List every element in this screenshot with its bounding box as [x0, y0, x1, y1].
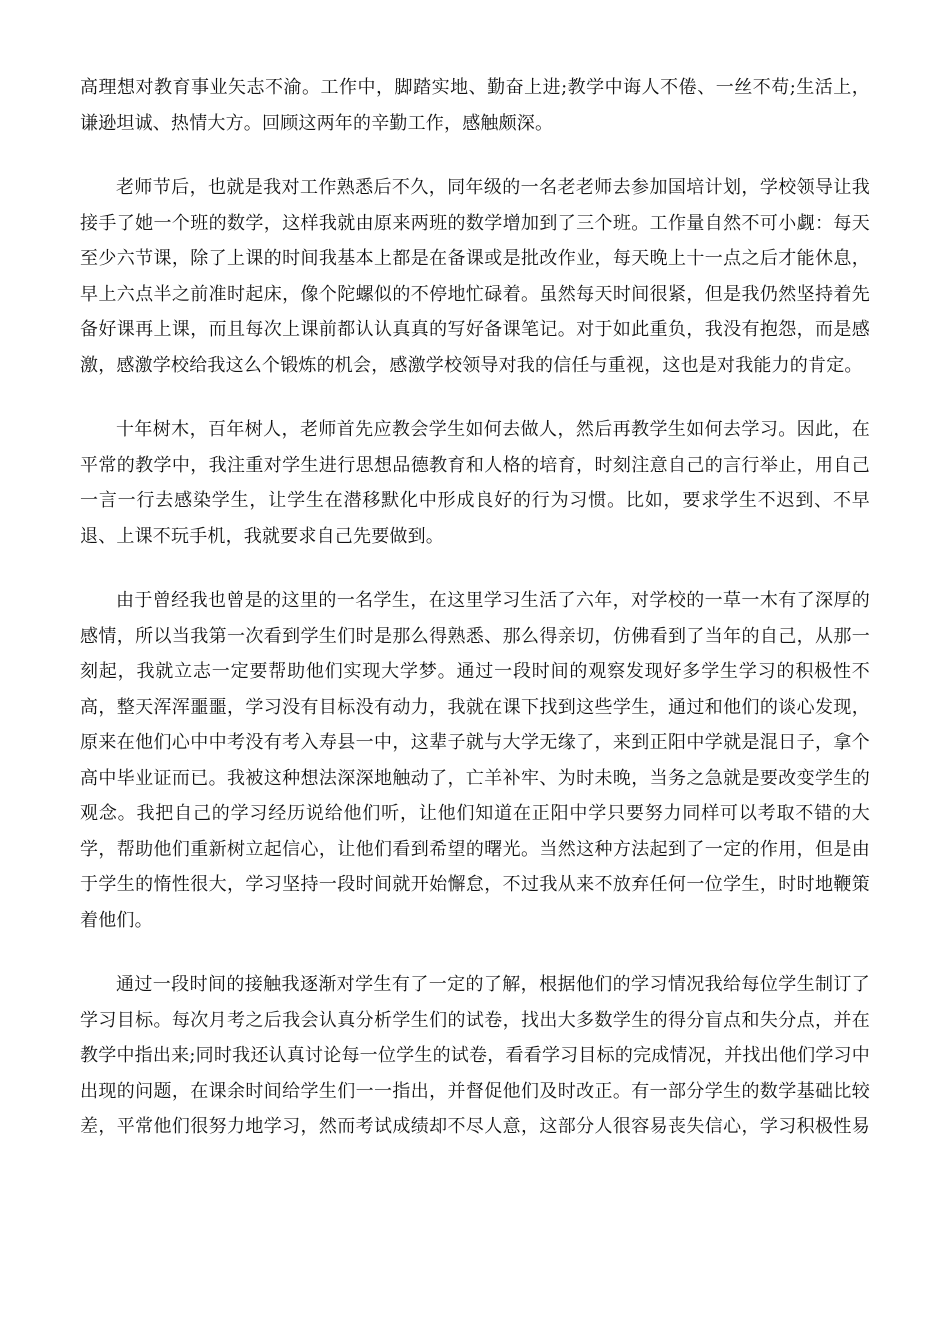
text-line: 感情，所以当我第一次看到学生们时是那么得熟悉、那么得亲切，仿佛看到了当年的自己，从那一: [80, 625, 870, 647]
text-line: 十年树木，百年树人，老师首先应教会学生如何去做人，然后再教学生如何去学习。因此，在: [116, 419, 870, 440]
text-line: 教学中指出来;同时我还认真讨论每一位学生的试卷，看看学习目标的完成情况，并找出他们学习中: [80, 1045, 870, 1066]
text-line: 刻起，我就立志一定要帮助他们实现大学梦。通过一段时间的观察发现好多学生学习的积极性不: [80, 661, 870, 682]
text-line: 接手了她一个班的数学，这样我就由原来两班的数学增加到了三个班。工作量自然不可小觑：每天: [80, 212, 870, 234]
paragraph-5: [80, 967, 870, 1145]
text-line: 激，感激学校给我这么个锻炼的机会，感激学校领导对我的信任与重视，这也是对我能力的肯定。: [80, 354, 863, 376]
text-line: 一言一行去感染学生，让学生在潜移默化中形成良好的行为习惯。比如，要求学生不迟到、不早: [80, 490, 870, 511]
text-line: 差，平常他们很努力地学习，然而考试成绩却不尽人意，这部分人很容易丧失信心，学习积极性易: [80, 1116, 870, 1137]
text-line: 高理想对教育事业矢志不渝。工作中，脚踏实地、勤奋上进;教学中诲人不倦、一丝不苟;生活上，: [80, 77, 870, 98]
paragraph-4: [80, 583, 870, 938]
text-line: 着他们。: [80, 909, 153, 931]
text-line: 观念。我把自己的学习经历说给他们听，让他们知道在正阳中学只要努力同样可以考取不错的大: [80, 803, 870, 824]
text-line: 平常的教学中，我注重对学生进行思想品德教育和人格的培育，时刻注意自己的言行举止，用自己: [80, 454, 870, 476]
text-line: 退、上课不玩手机，我就要求自己先要做到。: [80, 525, 444, 547]
text-line: 于学生的惰性很大，学习坚持一段时间就开始懈怠，不过我从来不放弃任何一位学生，时时地鞭策: [80, 874, 870, 895]
document-page: [80, 70, 870, 1174]
text-line: 高，整天浑浑噩噩，学习没有目标没有动力，我就在课下找到这些学生，通过和他们的谈心发现，: [80, 696, 870, 718]
text-line: 学习目标。每次月考之后我会认真分析学生们的试卷，找出大多数学生的得分盲点和失分点，并在: [80, 1009, 870, 1031]
text-line: 学，帮助他们重新树立起信心，让他们看到希望的曙光。当然这种方法起到了一定的作用，但是由: [80, 838, 870, 860]
text-line: 早上六点半之前准时起床，像个陀螺似的不停地忙碌着。虽然每天时间很紧，但是我仍然坚持着先: [80, 283, 870, 305]
text-line: 备好课再上课，而且每次上课前都认认真真的写好备课笔记。对于如此重负，我没有抱怨，而是感: [80, 319, 870, 340]
paragraph-3: [80, 412, 870, 554]
text-line: 通过一段时间的接触我逐渐对学生有了一定的了解，根据他们的学习情况我给每位学生制订了: [116, 974, 870, 995]
text-line: 高中毕业证而已。我被这种想法深深地触动了，亡羊补牢、为时未晚，当务之急就是要改变学生的: [80, 767, 870, 789]
text-line: 老师节后，也就是我对工作熟悉后不久，同年级的一名老老师去参加国培计划，学校领导让我: [116, 177, 870, 198]
text-line: 出现的问题，在课余时间给学生们一一指出，并督促他们及时改正。有一部分学生的数学基础比较: [80, 1080, 870, 1102]
text-line: 原来在他们心中中考没有考入寿县一中，这辈子就与大学无缘了，来到正阳中学就是混日子，拿个: [80, 732, 870, 753]
paragraph-2: [80, 170, 870, 383]
text-line: 由于曾经我也曾是的这里的一名学生，在这里学习生活了六年，对学校的一草一木有了深厚的: [116, 590, 870, 611]
text-line: 至少六节课，除了上课的时间我基本上都是在备课或是批改作业，每天晚上十一点之后才能休息，: [80, 248, 870, 269]
paragraph-1: [80, 70, 870, 141]
text-line: 谦逊坦诚、热情大方。回顾这两年的辛勤工作，感触颇深。: [80, 112, 554, 134]
